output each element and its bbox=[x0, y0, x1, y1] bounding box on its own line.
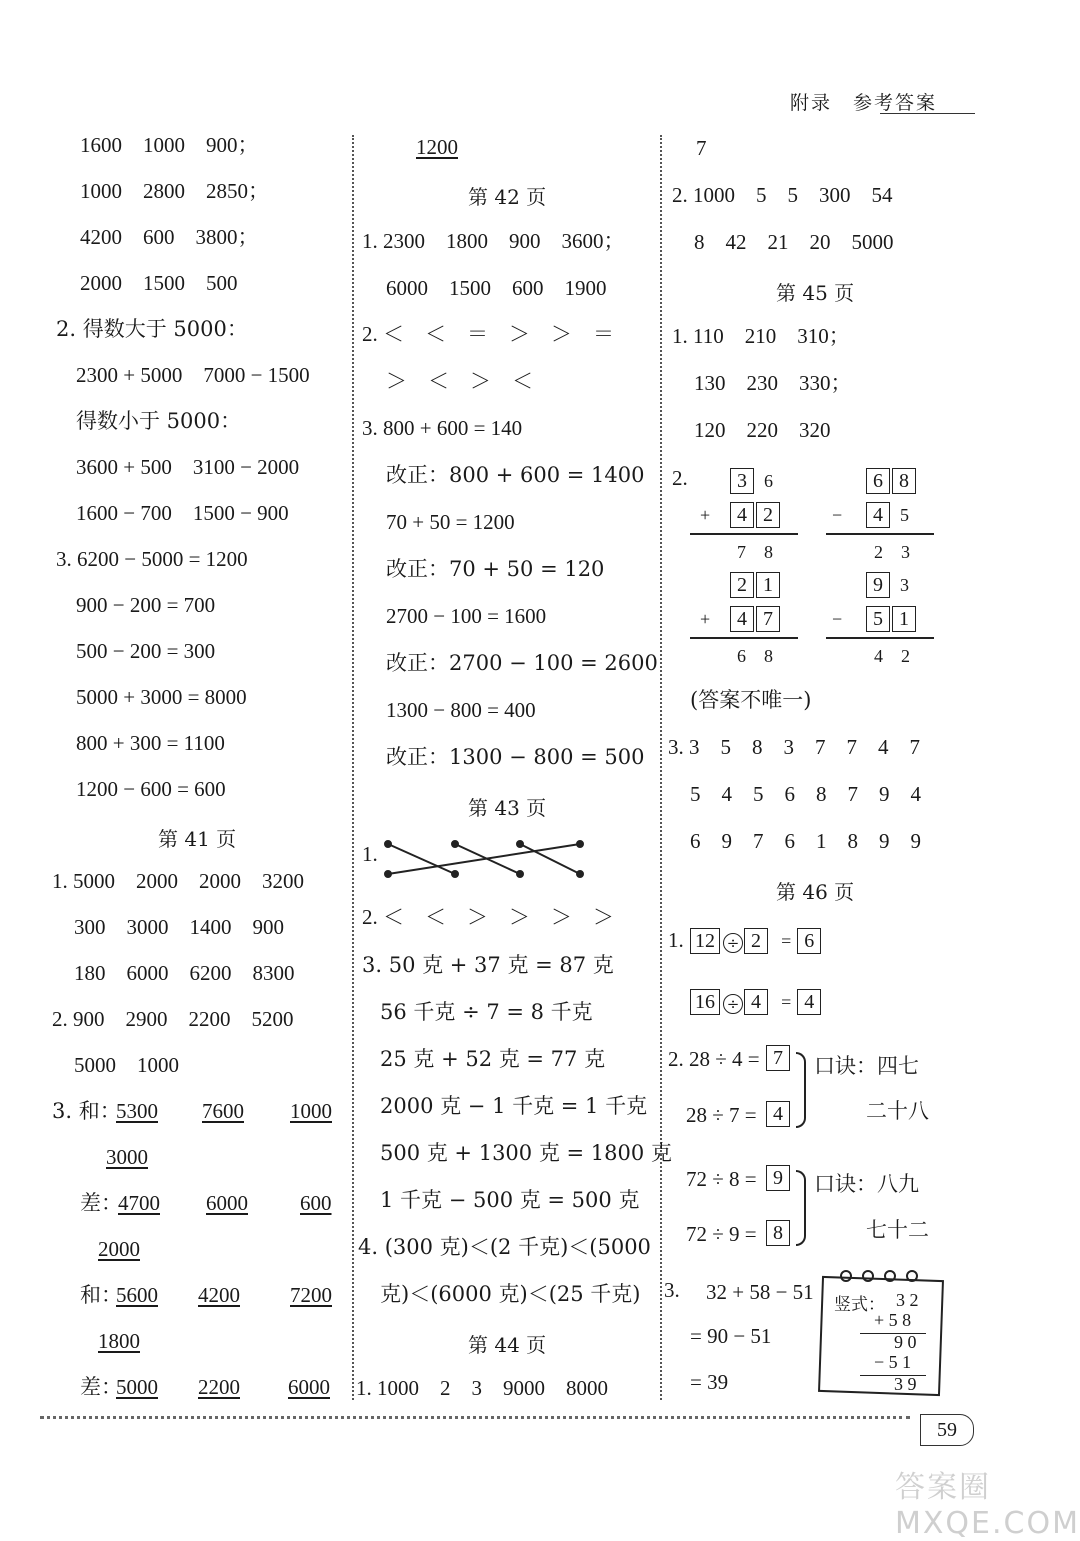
answer-line: 改正：2700 − 100 = 2600 bbox=[386, 651, 658, 675]
minus-sign: − bbox=[832, 609, 843, 629]
notepad-rings bbox=[836, 1268, 936, 1288]
division-row-2 bbox=[690, 989, 823, 1015]
answer-line: 3. 50 克 + 37 克 = 87 克 bbox=[362, 953, 614, 977]
header-title: 附录 参考答案 bbox=[790, 92, 938, 114]
answer-line: 300 3000 1400 900 bbox=[74, 915, 284, 939]
answer-line: 2. 28 ÷ 4 = bbox=[668, 1047, 760, 1071]
answer-line: 1 千克 − 500 克 = 500 克 bbox=[380, 1188, 640, 1212]
digit: 3 bbox=[900, 575, 909, 595]
digit-box: 4 bbox=[730, 606, 754, 632]
digit-box: 5 bbox=[866, 606, 890, 632]
digit-box: 3 bbox=[730, 468, 754, 494]
header-underline bbox=[880, 113, 975, 114]
digit-box: 7 bbox=[756, 606, 780, 632]
answer-line: 120 220 320 bbox=[694, 418, 831, 442]
digit-box: 2 bbox=[744, 928, 768, 954]
answer-line: 28 ÷ 7 = bbox=[686, 1103, 757, 1127]
answer-line: 8 42 21 20 5000 bbox=[694, 230, 894, 254]
digit-box: 6 bbox=[797, 928, 821, 954]
digit-box: 4 bbox=[797, 989, 821, 1015]
answer-line: 1. bbox=[668, 928, 684, 952]
shushi-line: − 5 1 bbox=[874, 1352, 912, 1372]
answer-line: 改正：1300 − 800 = 500 bbox=[386, 745, 645, 769]
digit-box: 4 bbox=[730, 502, 754, 528]
vertical-calc-3 bbox=[730, 572, 782, 598]
answer-line: 800 + 300 = 1100 bbox=[76, 731, 225, 755]
sum-value: 7200 bbox=[290, 1283, 332, 1307]
answer-line: 2000 克 − 1 千克 = 1 千克 bbox=[380, 1094, 648, 1118]
sum-value: 7600 bbox=[202, 1099, 244, 1123]
answer-line: = 39 bbox=[690, 1370, 729, 1394]
digit-box: 4 bbox=[766, 1101, 790, 1127]
page-heading: 第 42 页 bbox=[468, 185, 547, 209]
shushi-label: 竖式： bbox=[834, 1295, 885, 1315]
vertical-calc-2 bbox=[866, 468, 918, 494]
digit-box: 2 bbox=[730, 572, 754, 598]
division-row-1 bbox=[690, 928, 823, 954]
column-divider bbox=[352, 135, 354, 1400]
digit: 5 bbox=[900, 505, 909, 525]
vertical-calc-2-mid bbox=[866, 502, 909, 528]
answer-line: 5000 + 3000 = 8000 bbox=[76, 685, 247, 709]
digit-box: 12 bbox=[690, 928, 720, 954]
answer-line: 1. 5000 2000 2000 3200 bbox=[52, 869, 304, 893]
answer-line: 1200 − 600 = 600 bbox=[76, 777, 226, 801]
divide-circle: ÷ bbox=[723, 933, 743, 953]
vertical-calc-1 bbox=[730, 468, 773, 494]
sum-value: 4200 bbox=[198, 1283, 240, 1307]
calc-result: 6 8 bbox=[737, 646, 773, 666]
answer-line: = 90 − 51 bbox=[690, 1324, 772, 1348]
digit-box: 4 bbox=[744, 989, 768, 1015]
digit-box: 2 bbox=[756, 502, 780, 528]
plus-sign: + bbox=[700, 505, 711, 525]
column-divider bbox=[660, 135, 662, 1400]
answer-line: 克)＜(6000 克)＜(25 千克) bbox=[380, 1282, 641, 1306]
answer-line: 2. 900 2900 2200 5200 bbox=[52, 1007, 294, 1031]
answer-line: 2000 1500 500 bbox=[80, 271, 238, 295]
answer-line: ＞ ＜ ＞ ＜ bbox=[386, 369, 533, 393]
calc-line bbox=[690, 533, 798, 535]
diff-value: 2000 bbox=[98, 1237, 140, 1261]
answer-line: 1200 bbox=[416, 135, 458, 159]
answer-line: 500 − 200 = 300 bbox=[76, 639, 216, 663]
answer-line: 2. 1000 5 5 300 54 bbox=[672, 183, 893, 207]
sum-value: 1000 bbox=[290, 1099, 332, 1123]
answer-line: 900 − 200 = 700 bbox=[76, 593, 216, 617]
answer-line: 2300 + 5000 7000 − 1500 bbox=[76, 363, 310, 387]
shushi-line: 9 0 bbox=[894, 1332, 917, 1352]
note-text: (答案不唯一) bbox=[690, 688, 812, 712]
equals-sign: = bbox=[781, 931, 792, 951]
digit-box: 16 bbox=[690, 989, 720, 1015]
digit-box: 7 bbox=[766, 1045, 790, 1071]
brace bbox=[796, 1052, 806, 1128]
answer-line: 2700 − 100 = 1600 bbox=[386, 604, 547, 628]
vertical-calc-1-mid bbox=[730, 502, 782, 528]
sum-value: 3000 bbox=[106, 1145, 148, 1169]
answer-line: 3. 800 + 600 = 140 bbox=[362, 416, 523, 440]
answer-line: 1. 2300 1800 900 3600； bbox=[362, 229, 625, 253]
answer-line: 4. (300 克)＜(2 千克)＜(5000 bbox=[358, 1235, 651, 1259]
diff-value: 2200 bbox=[198, 1375, 240, 1399]
answer-line: 5000 1000 bbox=[74, 1053, 179, 1077]
question-2: 2. 得数大于 5000： bbox=[56, 317, 248, 341]
answer-line: 3. 3 5 8 3 7 7 4 7 bbox=[668, 735, 920, 759]
answer-line: 6000 1500 600 1900 bbox=[386, 276, 607, 300]
answer-line: 改正：70 + 50 = 120 bbox=[386, 557, 605, 581]
digit-box: 8 bbox=[766, 1220, 790, 1246]
answer-line: 6 9 7 6 1 8 9 9 bbox=[690, 829, 921, 853]
answer-line: 72 ÷ 9 = bbox=[686, 1222, 757, 1246]
plus-sign: + bbox=[700, 609, 711, 629]
digit-box: 4 bbox=[866, 502, 890, 528]
koujue: 口诀：四七 bbox=[814, 1054, 919, 1078]
calc-result: 4 2 bbox=[874, 646, 910, 666]
digit-box: 1 bbox=[756, 572, 780, 598]
answer-line: 2. ＜ ＜ ＞ ＞ ＞ ＞ bbox=[362, 905, 614, 929]
answer-line: 1000 2800 2850； bbox=[80, 179, 269, 203]
calc-line bbox=[690, 637, 798, 639]
vertical-calc-4 bbox=[866, 572, 909, 598]
sum-label: 和： bbox=[80, 1283, 122, 1307]
page-heading: 第 43 页 bbox=[468, 796, 547, 820]
answer-line: 得数小于 5000： bbox=[76, 409, 242, 433]
answer-line: 1. 110 210 310； bbox=[672, 324, 850, 348]
sum-label: 3. 和： bbox=[52, 1099, 121, 1123]
matching-lines-diagram bbox=[380, 836, 590, 882]
page-number: 59 bbox=[920, 1414, 974, 1446]
answer-line: 2. bbox=[672, 466, 688, 490]
page-heading: 第 44 页 bbox=[468, 1333, 547, 1357]
koujue: 七十二 bbox=[866, 1218, 929, 1242]
divide-circle: ÷ bbox=[723, 994, 743, 1014]
answer-line: 25 克 + 52 克 = 77 克 bbox=[380, 1047, 606, 1071]
page-heading: 第 41 页 bbox=[158, 827, 237, 851]
answer-line: 2. ＜ ＜ ＝ ＞ ＞ ＝ bbox=[362, 322, 614, 346]
answer-line: 70 + 50 = 1200 bbox=[386, 510, 515, 534]
vertical-calc-4-mid bbox=[866, 606, 918, 632]
answer-line: 改正：800 + 600 = 1400 bbox=[386, 463, 645, 487]
calc-result: 7 8 bbox=[737, 542, 773, 562]
answer-line: 3. bbox=[664, 1278, 680, 1302]
watermark: 答案圈 MXQE.COM bbox=[895, 1470, 1080, 1541]
question-3: 3. 6200 − 5000 = 1200 bbox=[56, 547, 248, 571]
calc-line bbox=[826, 533, 934, 535]
page-heading: 第 45 页 bbox=[776, 281, 855, 305]
diff-label: 差： bbox=[80, 1191, 122, 1215]
answer-line: 1600 1000 900； bbox=[80, 133, 259, 157]
digit-box: 9 bbox=[866, 572, 890, 598]
answer-line: 4200 600 3800； bbox=[80, 225, 259, 249]
answer-line: 500 克 + 1300 克 = 1800 克 bbox=[380, 1141, 672, 1165]
answer-line: 180 6000 6200 8300 bbox=[74, 961, 295, 985]
sum-value: 5300 bbox=[116, 1099, 158, 1123]
answer-line: 7 bbox=[696, 136, 707, 160]
digit-box: 1 bbox=[892, 606, 916, 632]
shushi-line: 3 9 bbox=[894, 1374, 917, 1394]
diff-value: 6000 bbox=[288, 1375, 330, 1399]
diff-value: 5000 bbox=[116, 1375, 158, 1399]
digit-box: 9 bbox=[766, 1165, 790, 1191]
answer-line: 130 230 330； bbox=[694, 371, 852, 395]
koujue: 二十八 bbox=[866, 1099, 929, 1123]
digit: 6 bbox=[764, 471, 773, 491]
shushi-line: + 5 8 bbox=[874, 1310, 912, 1330]
answer-line: 1600 − 700 1500 − 900 bbox=[76, 501, 289, 525]
answer-line: 3600 + 500 3100 − 2000 bbox=[76, 455, 300, 479]
diff-label: 差： bbox=[80, 1375, 122, 1399]
minus-sign: − bbox=[832, 505, 843, 525]
shushi-line: 3 2 bbox=[896, 1290, 919, 1310]
answer-line: 1300 − 800 = 400 bbox=[386, 698, 536, 722]
answer-line: 56 千克 ÷ 7 = 8 千克 bbox=[380, 1000, 593, 1024]
footer-dotted-line bbox=[40, 1416, 910, 1419]
diff-value: 4700 bbox=[118, 1191, 160, 1215]
sum-value: 5600 bbox=[116, 1283, 158, 1307]
page-heading: 第 46 页 bbox=[776, 880, 855, 904]
answer-line: 72 ÷ 8 = bbox=[686, 1167, 757, 1191]
equals-sign: = bbox=[781, 992, 792, 1012]
diff-value: 600 bbox=[300, 1191, 332, 1215]
diff-value: 6000 bbox=[206, 1191, 248, 1215]
koujue: 口诀：八九 bbox=[814, 1172, 919, 1196]
digit-box: 8 bbox=[892, 468, 916, 494]
vertical-calc-3-mid bbox=[730, 606, 782, 632]
calc-result: 2 3 bbox=[874, 542, 910, 562]
brace bbox=[796, 1170, 806, 1246]
answer-line: 32 + 58 − 51 bbox=[706, 1280, 814, 1304]
answer-line: 5 4 5 6 8 7 9 4 bbox=[690, 782, 921, 806]
calc-line bbox=[826, 637, 934, 639]
sum-value: 1800 bbox=[98, 1329, 140, 1353]
answer-line: 1. 1000 2 3 9000 8000 bbox=[356, 1376, 608, 1400]
digit-box: 6 bbox=[866, 468, 890, 494]
answer-line: 1. bbox=[362, 842, 378, 866]
